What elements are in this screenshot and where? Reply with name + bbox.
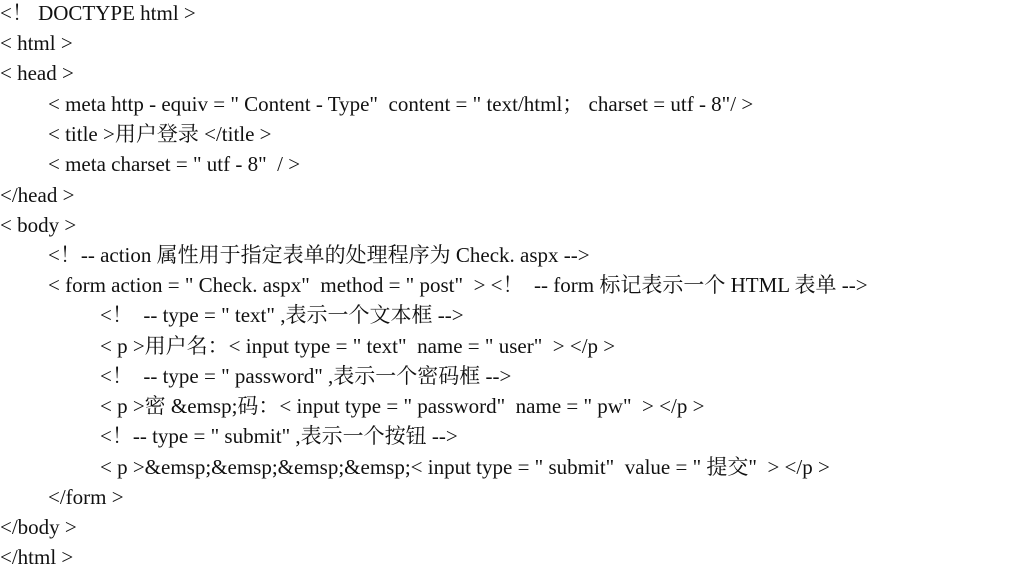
body-close-line: </body > — [0, 515, 77, 539]
doctype-line: <！ DOCTYPE html > — [0, 1, 196, 25]
meta-content-type-line: < meta http - equiv = " Content - Type" content = " text/html； charset = utf - 8"/ > — [48, 92, 754, 116]
form-open-line: < form action = " Check. aspx" method = " post" > <！ -- form 标记表示一个 HTML 表单 --> — [48, 273, 868, 297]
password-type-comment-line: <！ -- type = " password" ,表示一个密码框 --> — [100, 364, 512, 388]
username-input-line: < p >用户名：< input type = " text" name = " user" > </p > — [100, 334, 616, 358]
text-type-comment-line: <！ -- type = " text" ,表示一个文本框 --> — [100, 303, 464, 327]
submit-input-line: < p >&emsp;&emsp;&emsp;&emsp;< input type = " submit" value = " 提交" > </p > — [100, 455, 830, 479]
meta-charset-line: < meta charset = " utf - 8" / > — [48, 152, 301, 176]
head-open-line: < head > — [0, 61, 74, 85]
html-close-line: </html > — [0, 545, 74, 569]
body-open-line: < body > — [0, 213, 77, 237]
head-close-line: </head > — [0, 183, 75, 207]
submit-type-comment-line: <！-- type = " submit" ,表示一个按钮 --> — [100, 424, 458, 448]
password-input-line: < p >密 &emsp;码：< input type = " password" name = " pw" > </p > — [100, 394, 705, 418]
title-line: < title >用户登录 </title > — [48, 122, 272, 146]
html-open-line: < html > — [0, 31, 73, 55]
form-close-line: </form > — [48, 485, 124, 509]
action-comment-line: <！-- action 属性用于指定表单的处理程序为 Check. aspx --> — [48, 243, 590, 267]
